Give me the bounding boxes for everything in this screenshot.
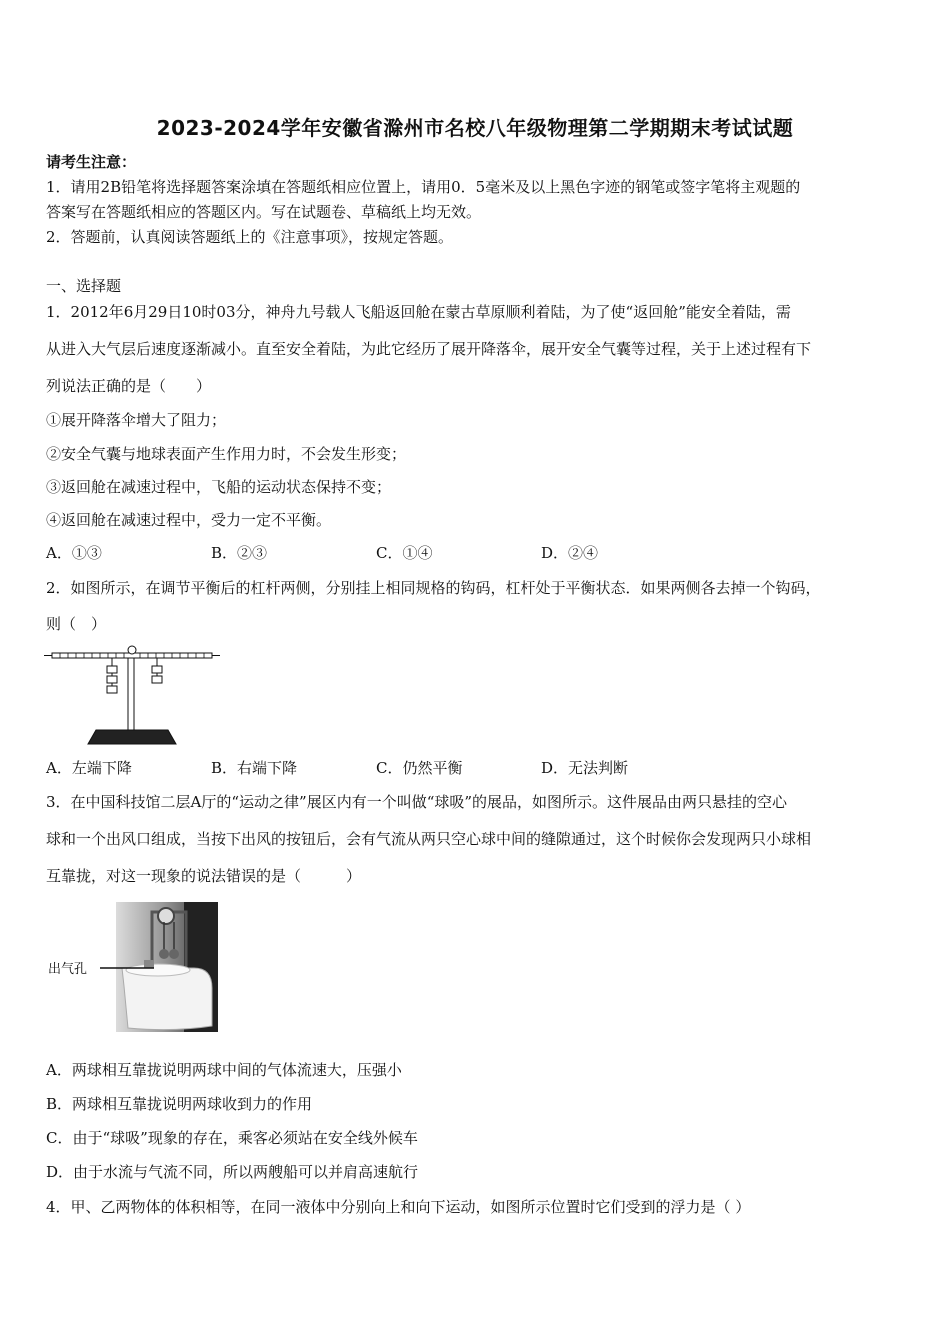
ball-suction-photo xyxy=(44,902,218,1032)
lever-pivot xyxy=(128,646,136,654)
lever-stand-pole xyxy=(128,658,134,730)
page-title: 2023-2024学年安徽省滁州市名校八年级物理第二学期期末考试试题 xyxy=(156,116,794,140)
q2-option-a[interactable]: A．左端下降 xyxy=(46,759,132,777)
q1-option-a[interactable]: A．①③ xyxy=(46,544,102,562)
q3-option-d[interactable]: D．由于水流与气流不同，所以两艘船可以并肩高速航行 xyxy=(46,1163,419,1181)
q3-option-a[interactable]: A．两球相互靠拢说明两球中间的气体流速大，压强小 xyxy=(46,1061,402,1079)
notice-line-1: 1．请用2B铅笔将选择题答案涂填在答题纸相应位置上，请用0．5毫米及以上黑色字迹的钢笔或签字笔将主观题的 xyxy=(46,178,801,196)
hanging-ball-right xyxy=(169,949,179,959)
left-hook-weight-1 xyxy=(107,666,117,673)
q1-option-c[interactable]: C．①④ xyxy=(376,544,433,562)
hanging-ball-left xyxy=(159,949,169,959)
right-hook-weight-1 xyxy=(152,666,162,673)
q1-stem-line-3: 列说法正确的是（ ） xyxy=(46,377,212,395)
q1-statement-4: ④返回舱在减速过程中，受力一定不平衡。 xyxy=(46,511,332,529)
q4-stem-line-1: 4．甲、乙两物体的体积相等，在同一液体中分别向上和向下运动，如图所示位置时它们受到的浮力是（ ） xyxy=(46,1198,751,1216)
lever-figure xyxy=(44,644,220,746)
q3-stem-line-3: 互靠拢，对这一现象的说法错误的是（ ） xyxy=(46,867,362,885)
q1-option-d[interactable]: D．②④ xyxy=(541,544,599,562)
section-heading: 一、选择题 xyxy=(46,277,122,295)
q2-option-c[interactable]: C．仍然平衡 xyxy=(376,759,463,777)
q1-statement-3: ③返回舱在减速过程中，飞船的运动状态保持不变； xyxy=(46,478,392,496)
left-hook-weight-2 xyxy=(107,676,117,683)
q1-stem-line-1: 1．2012年6月29日10时03分，神舟九号载人飞船返回舱在蒙古草原顺利着陆，为了使“返回舱”能安全着陆，需 xyxy=(46,303,791,321)
air-outlet-tub xyxy=(122,968,212,1030)
notice-line-2: 答案写在答题纸相应的答题区内。写在试题卷、草稿纸上均无效。 xyxy=(46,203,482,221)
left-hook-weight-3 xyxy=(107,686,117,693)
lever-stand-base xyxy=(88,730,176,744)
notice-heading: 请考生注意： xyxy=(46,153,137,171)
figure-label-air-outlet: 出气孔 xyxy=(48,962,88,977)
q2-option-d[interactable]: D．无法判断 xyxy=(541,759,629,777)
q3-stem-line-2: 球和一个出风口组成，当按下出风的按钮后，会有气流从两只空心球中间的缝隙通过，这个时候你会发现两只小球相 xyxy=(46,830,812,848)
q3-stem-line-1: 3．在中国科技馆二层A厅的“运动之律”展区内有一个叫做“球吸”的展品，如图所示。这件展品由两只悬挂的空心 xyxy=(46,793,788,811)
q1-option-b[interactable]: B．②③ xyxy=(211,544,268,562)
q1-statement-1: ①展开降落伞增大了阻力； xyxy=(46,411,227,429)
notice-line-3: 2．答题前，认真阅读答题纸上的《注意事项》，按规定答题。 xyxy=(46,228,454,246)
q3-option-b[interactable]: B．两球相互靠拢说明两球收到力的作用 xyxy=(46,1095,313,1113)
q1-statement-2: ②安全气囊与地球表面产生作用力时，不会发生形变； xyxy=(46,445,407,463)
q1-stem-line-2: 从进入大气层后速度逐渐减小。直至安全着陆，为此它经历了展开降落伞，展开安全气囊等过程，关于上述过程有下 xyxy=(46,340,812,358)
q2-stem-line-2: 则（ ） xyxy=(46,615,107,633)
q3-option-c[interactable]: C．由于“球吸”现象的存在，乘客必须站在安全线外候车 xyxy=(46,1129,418,1147)
right-hook-weight-2 xyxy=(152,676,162,683)
q2-option-b[interactable]: B．右端下降 xyxy=(211,759,298,777)
q2-stem-line-1: 2．如图所示，在调节平衡后的杠杆两侧，分别挂上相同规格的钩码，杠杆处于平衡状态．如果两侧各去掉一个钩码， xyxy=(46,579,821,597)
